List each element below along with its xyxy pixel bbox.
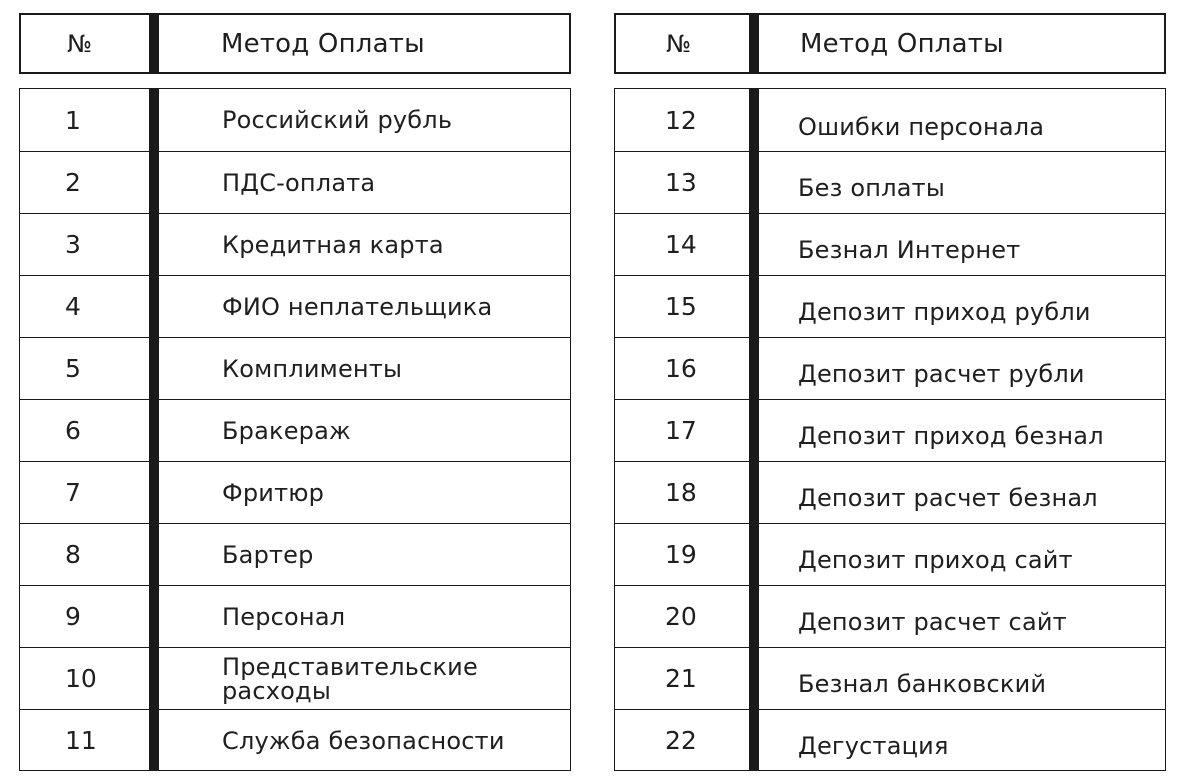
row-number: 2 <box>65 168 81 197</box>
payment-method-name: Депозит приход безнал <box>798 421 1104 450</box>
table-row <box>615 89 1165 151</box>
table-row <box>615 647 1165 709</box>
row-number: 18 <box>665 478 697 507</box>
payment-method-name: ФИО неплательщика <box>222 292 493 321</box>
table-row <box>615 213 1165 275</box>
row-number: 17 <box>665 416 697 445</box>
table-row <box>20 89 570 151</box>
payment-method-name: Российский рубль <box>222 106 453 134</box>
table-row <box>20 213 570 275</box>
row-number: 16 <box>665 354 697 383</box>
table-body <box>19 88 571 771</box>
payment-method-name: Служба безопасности <box>222 726 505 755</box>
header-divider <box>749 13 759 74</box>
payment-method-name: Комплименты <box>222 354 403 383</box>
payment-method-name: Безнал банковский <box>798 669 1047 698</box>
header-number-label: № <box>666 29 691 58</box>
row-number: 10 <box>65 664 97 693</box>
row-number: 4 <box>65 292 81 321</box>
row-number: 5 <box>65 354 81 383</box>
payment-method-name: Депозит приход рубли <box>798 297 1091 326</box>
payment-method-name: Без оплаты <box>798 173 945 202</box>
row-number: 22 <box>665 726 697 755</box>
payment-method-name: Персонал <box>222 602 346 631</box>
payment-method-name: ПДС-оплата <box>222 168 376 197</box>
payment-method-name: Бартер <box>222 540 314 569</box>
table-row <box>615 523 1165 585</box>
table-header <box>19 13 571 74</box>
payment-method-name: Бракераж <box>222 416 351 445</box>
table-row <box>20 523 570 585</box>
header-method-label: Метод Оплаты <box>221 28 425 59</box>
payment-method-name: Дегустация <box>798 731 949 760</box>
row-number: 13 <box>665 168 697 197</box>
row-number: 7 <box>65 478 81 507</box>
table-row <box>615 461 1165 523</box>
row-number: 1 <box>65 105 81 135</box>
table-row <box>615 275 1165 337</box>
table-body <box>614 88 1166 771</box>
row-number: 15 <box>665 292 697 321</box>
column-divider <box>149 88 159 771</box>
payment-method-name: Депозит расчет рубли <box>798 359 1085 388</box>
row-number: 11 <box>65 726 97 755</box>
row-number: 21 <box>665 664 697 693</box>
table-row <box>20 399 570 461</box>
row-number: 6 <box>65 416 81 445</box>
table-row <box>20 151 570 213</box>
row-number: 14 <box>665 230 697 259</box>
table-header <box>614 13 1166 74</box>
table-row <box>20 647 570 709</box>
row-number: 20 <box>665 602 697 631</box>
payment-method-name: Представительские расходы <box>222 652 478 705</box>
table-row <box>615 399 1165 461</box>
column-divider <box>749 88 759 771</box>
table-row <box>615 585 1165 647</box>
header-number-label: № <box>67 29 92 58</box>
payment-method-name: Кредитная карта <box>222 230 444 259</box>
table-row <box>20 337 570 399</box>
table-row <box>20 275 570 337</box>
payment-method-name: Депозит расчет безнал <box>798 483 1098 512</box>
payment-method-name: Фритюр <box>222 478 325 507</box>
table-row <box>20 461 570 523</box>
header-divider <box>149 13 159 74</box>
table-row <box>20 585 570 647</box>
row-number: 3 <box>65 230 81 259</box>
header-method-label: Метод Оплаты <box>800 28 1004 59</box>
row-number: 9 <box>65 602 81 631</box>
table-row <box>615 337 1165 399</box>
row-number: 8 <box>65 540 81 569</box>
row-number: 12 <box>665 105 697 135</box>
row-number: 19 <box>665 540 697 569</box>
payment-method-name: Ошибки персонала <box>798 113 1045 141</box>
payment-method-name: Безнал Интернет <box>798 235 1021 264</box>
table-row <box>615 709 1165 771</box>
payment-method-name: Депозит приход сайт <box>798 545 1073 574</box>
payment-method-name: Депозит расчет сайт <box>798 607 1067 636</box>
table-row <box>20 709 570 771</box>
table-row <box>615 151 1165 213</box>
